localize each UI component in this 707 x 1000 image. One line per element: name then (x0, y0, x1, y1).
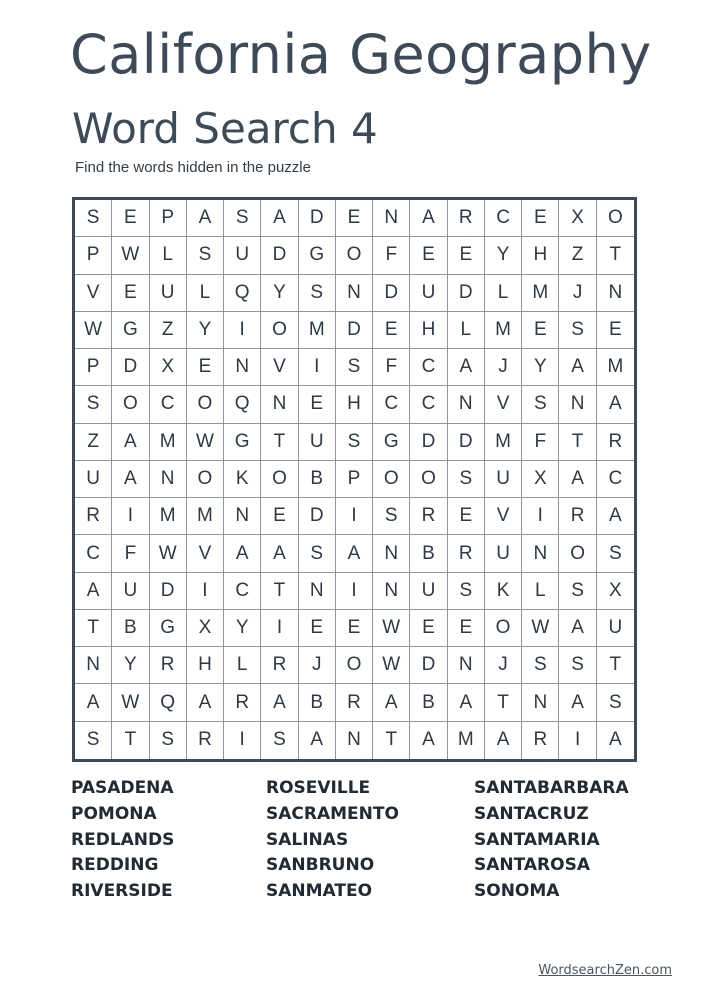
grid-cell: F (522, 424, 559, 461)
grid-cell: X (522, 461, 559, 498)
grid-cell: U (485, 461, 522, 498)
grid-cell: T (373, 722, 410, 759)
grid-cell: D (373, 275, 410, 312)
grid-cell: E (448, 237, 485, 274)
grid-cell: E (336, 610, 373, 647)
grid-cell: A (448, 349, 485, 386)
grid-cell: D (448, 424, 485, 461)
grid-cell: E (448, 498, 485, 535)
word-list-item: PASADENA (71, 778, 174, 798)
grid-cell: V (485, 498, 522, 535)
grid-cell: W (373, 647, 410, 684)
grid-cell: T (597, 237, 634, 274)
grid-cell: W (75, 312, 112, 349)
grid-cell: W (112, 684, 149, 721)
grid-cell: N (336, 722, 373, 759)
grid-cell: B (410, 684, 447, 721)
grid-cell: A (299, 722, 336, 759)
grid-cell: E (373, 312, 410, 349)
grid-cell: E (410, 610, 447, 647)
grid-cell: T (261, 424, 298, 461)
grid-cell: Z (150, 312, 187, 349)
grid-cell: X (597, 573, 634, 610)
grid-cell: C (410, 386, 447, 423)
grid-cell: I (522, 498, 559, 535)
grid-cell: O (373, 461, 410, 498)
grid-cell: S (559, 647, 596, 684)
grid-cell: C (485, 200, 522, 237)
puzzle-title: California Geography (70, 23, 652, 86)
grid-cell: H (410, 312, 447, 349)
grid-cell: N (299, 573, 336, 610)
grid-cell: R (261, 647, 298, 684)
grid-cell: R (597, 424, 634, 461)
word-list-item: RIVERSIDE (71, 881, 173, 902)
grid-cell: I (261, 610, 298, 647)
grid-cell: L (522, 573, 559, 610)
grid-cell: G (299, 237, 336, 274)
grid-cell: R (522, 722, 559, 759)
grid-cell: K (224, 461, 261, 498)
grid-cell: U (224, 237, 261, 274)
grid-cell: I (224, 722, 261, 759)
grid-cell: A (597, 498, 634, 535)
grid-cell: S (75, 386, 112, 423)
grid-cell: C (150, 386, 187, 423)
grid-cell: R (75, 498, 112, 535)
grid-cell: R (150, 647, 187, 684)
grid-cell: O (485, 610, 522, 647)
grid-cell: E (299, 610, 336, 647)
grid-cell: C (75, 535, 112, 572)
grid-cell: O (336, 237, 373, 274)
grid-cell: Q (224, 386, 261, 423)
grid-cell: J (299, 647, 336, 684)
grid-cell: U (410, 573, 447, 610)
grid-cell: X (559, 200, 596, 237)
word-list-item: SANTAMARIA (474, 829, 600, 850)
grid-cell: Y (485, 237, 522, 274)
grid-cell: L (224, 647, 261, 684)
grid-cell: S (522, 647, 559, 684)
grid-cell: L (150, 237, 187, 274)
grid-cell: I (112, 498, 149, 535)
grid-cell: G (112, 312, 149, 349)
word-list-item: SANTAROSA (474, 855, 591, 876)
grid-cell: R (410, 498, 447, 535)
grid-cell: T (597, 647, 634, 684)
grid-cell: D (112, 349, 149, 386)
grid-cell: I (559, 722, 596, 759)
grid-cell: D (448, 275, 485, 312)
puzzle-subtitle: Word Search 4 (72, 104, 378, 153)
grid-cell: E (336, 200, 373, 237)
grid-cell: S (336, 424, 373, 461)
grid-cell: S (224, 200, 261, 237)
grid-cell: U (597, 610, 634, 647)
grid-cell: S (299, 275, 336, 312)
grid-cell: D (410, 424, 447, 461)
grid-cell: X (187, 610, 224, 647)
grid-cell: D (150, 573, 187, 610)
grid-cell: E (112, 200, 149, 237)
grid-cell: N (261, 386, 298, 423)
grid-cell: A (187, 684, 224, 721)
grid-cell: C (410, 349, 447, 386)
grid-cell: S (150, 722, 187, 759)
grid-cell: Y (112, 647, 149, 684)
grid-cell: V (75, 275, 112, 312)
grid-cell: O (187, 386, 224, 423)
grid-cell: L (485, 275, 522, 312)
grid-cell: Y (522, 349, 559, 386)
instructions-text: Find the words hidden in the puzzle (75, 159, 311, 176)
grid-cell: M (485, 312, 522, 349)
grid-cell: L (187, 275, 224, 312)
grid-cell: O (112, 386, 149, 423)
grid-cell: R (559, 498, 596, 535)
grid-cell: A (559, 684, 596, 721)
grid-cell: U (75, 461, 112, 498)
grid-cell: O (187, 461, 224, 498)
grid-cell: R (187, 722, 224, 759)
word-list (0, 776, 707, 906)
grid-cell: R (448, 200, 485, 237)
grid-cell: Z (559, 237, 596, 274)
grid-cell: I (187, 573, 224, 610)
grid-cell: S (448, 573, 485, 610)
grid-cell: P (336, 461, 373, 498)
grid-cell: D (299, 200, 336, 237)
grid-cell: A (559, 349, 596, 386)
grid-cell: S (559, 312, 596, 349)
word-list-item: POMONA (71, 803, 157, 824)
word-list-column (474, 776, 629, 905)
grid-cell: D (261, 237, 298, 274)
grid-cell: S (261, 722, 298, 759)
grid-cell: D (299, 498, 336, 535)
grid-cell: O (261, 461, 298, 498)
grid-cell: P (75, 237, 112, 274)
grid-cell: O (336, 647, 373, 684)
grid-cell: M (150, 498, 187, 535)
word-list-item: SACRAMENTO (266, 803, 399, 824)
grid-cell: V (261, 349, 298, 386)
grid-cell: S (75, 200, 112, 237)
grid-cell: E (448, 610, 485, 647)
grid-cell: N (448, 647, 485, 684)
grid-cell: W (150, 535, 187, 572)
grid-cell: N (373, 535, 410, 572)
grid-cell: W (522, 610, 559, 647)
grid-cell: E (522, 312, 559, 349)
grid-cell: O (261, 312, 298, 349)
grid-cell: M (485, 424, 522, 461)
grid-cell: A (410, 200, 447, 237)
grid-cell: Q (224, 275, 261, 312)
grid-cell: U (112, 573, 149, 610)
grid-cell: N (522, 535, 559, 572)
grid-cell: E (299, 386, 336, 423)
word-list-item: SANTABARBARA (474, 778, 629, 798)
grid-cell: G (373, 424, 410, 461)
grid-cell: E (187, 349, 224, 386)
grid-cell: F (373, 237, 410, 274)
grid-cell: A (112, 424, 149, 461)
grid-cell: N (150, 461, 187, 498)
grid-cell: R (336, 684, 373, 721)
grid-cell: S (75, 722, 112, 759)
grid-cell: B (299, 684, 336, 721)
grid-cell: L (448, 312, 485, 349)
grid-cell: A (112, 461, 149, 498)
grid-cell: A (559, 610, 596, 647)
grid-cell: A (448, 684, 485, 721)
grid-cell: F (373, 349, 410, 386)
grid-cell: H (336, 386, 373, 423)
grid-cell: J (485, 349, 522, 386)
grid-cell: F (112, 535, 149, 572)
grid-cell: C (224, 573, 261, 610)
grid-cell: U (410, 275, 447, 312)
grid-cell: A (224, 535, 261, 572)
grid-cell: O (410, 461, 447, 498)
grid-cell: N (559, 386, 596, 423)
grid-cell: Y (224, 610, 261, 647)
grid-cell: Y (187, 312, 224, 349)
grid-cell: A (75, 573, 112, 610)
grid-cell: J (485, 647, 522, 684)
word-search-grid (75, 200, 634, 759)
grid-cell: W (187, 424, 224, 461)
word-list-column (266, 776, 399, 905)
grid-cell: A (559, 461, 596, 498)
grid-cell: D (410, 647, 447, 684)
grid-cell: C (597, 461, 634, 498)
grid-cell: S (373, 498, 410, 535)
grid-cell: M (448, 722, 485, 759)
grid-cell: T (559, 424, 596, 461)
grid-cell: R (448, 535, 485, 572)
grid-cell: N (373, 200, 410, 237)
grid-cell: H (187, 647, 224, 684)
grid-cell: U (150, 275, 187, 312)
grid-cell: A (609, 729, 622, 751)
grid-cell: E (261, 498, 298, 535)
grid-cell: W (373, 610, 410, 647)
word-list-item: ROSEVILLE (266, 778, 371, 798)
grid-cell: G (150, 610, 187, 647)
grid-cell: D (336, 312, 373, 349)
grid-cell: S (187, 237, 224, 274)
word-list-item: REDLANDS (71, 829, 175, 850)
grid-cell: A (597, 386, 634, 423)
grid-cell: S (597, 684, 634, 721)
grid-cell: E (410, 237, 447, 274)
grid-cell: U (485, 535, 522, 572)
grid-cell: N (597, 275, 634, 312)
grid-cell: W (112, 237, 149, 274)
grid-cell: N (448, 386, 485, 423)
grid-cell: N (75, 647, 112, 684)
grid-cell: K (485, 573, 522, 610)
grid-cell: E (522, 200, 559, 237)
grid-cell: A (261, 535, 298, 572)
grid-cell: S (597, 535, 634, 572)
grid-cell: N (224, 498, 261, 535)
grid-cell: N (336, 275, 373, 312)
grid-cell: N (522, 684, 559, 721)
grid-cell: S (559, 573, 596, 610)
grid-cell: I (336, 498, 373, 535)
grid-cell: E (597, 312, 634, 349)
grid-cell: C (373, 386, 410, 423)
grid-cell: U (299, 424, 336, 461)
word-list-item: REDDING (71, 855, 159, 876)
grid-cell: S (448, 461, 485, 498)
grid-cell: M (299, 312, 336, 349)
grid-cell: A (410, 722, 447, 759)
grid-cell: S (522, 386, 559, 423)
grid-cell: O (559, 535, 596, 572)
grid-cell: Q (150, 684, 187, 721)
grid-cell: T (75, 610, 112, 647)
grid-cell: M (150, 424, 187, 461)
grid-cell: M (522, 275, 559, 312)
word-list-item: SANBRUNO (266, 855, 375, 876)
grid-cell: P (75, 349, 112, 386)
footer-link[interactable]: WordsearchZen.com (538, 963, 672, 978)
grid-cell: T (261, 573, 298, 610)
word-list-column (71, 776, 174, 905)
grid-cell: A (336, 535, 373, 572)
grid-cell: I (336, 573, 373, 610)
grid-cell: Y (261, 275, 298, 312)
grid-cell: H (522, 237, 559, 274)
grid-cell: X (150, 349, 187, 386)
grid-cell: I (224, 312, 261, 349)
grid-cell: S (336, 349, 373, 386)
grid-cell: M (597, 349, 634, 386)
grid-cell: B (299, 461, 336, 498)
grid-cell: V (485, 386, 522, 423)
grid-cell: B (410, 535, 447, 572)
grid-cell: Z (75, 424, 112, 461)
grid-cell: J (559, 275, 596, 312)
word-search-grid-frame (72, 197, 637, 762)
grid-cell: M (187, 498, 224, 535)
grid-cell: A (261, 200, 298, 237)
grid-cell: A (261, 684, 298, 721)
grid-cell: N (224, 349, 261, 386)
grid-cell: V (187, 535, 224, 572)
grid-cell: B (112, 610, 149, 647)
grid-cell: N (373, 573, 410, 610)
word-list-item: SALINAS (266, 829, 349, 850)
grid-cell: A (187, 200, 224, 237)
grid-cell: A (373, 684, 410, 721)
grid-cell: P (150, 200, 187, 237)
grid-cell: R (224, 684, 261, 721)
grid-cell: S (299, 535, 336, 572)
grid-cell: A (485, 722, 522, 759)
grid-cell: E (112, 275, 149, 312)
word-list-item: SANTACRUZ (474, 803, 589, 824)
grid-cell: T (485, 684, 522, 721)
grid-cell: T (112, 722, 149, 759)
grid-cell: A (75, 684, 112, 721)
word-list-item: SANMATEO (266, 881, 373, 902)
grid-cell: I (299, 349, 336, 386)
grid-cell: G (224, 424, 261, 461)
word-list-item: SONOMA (474, 881, 560, 902)
grid-cell: O (597, 200, 634, 237)
